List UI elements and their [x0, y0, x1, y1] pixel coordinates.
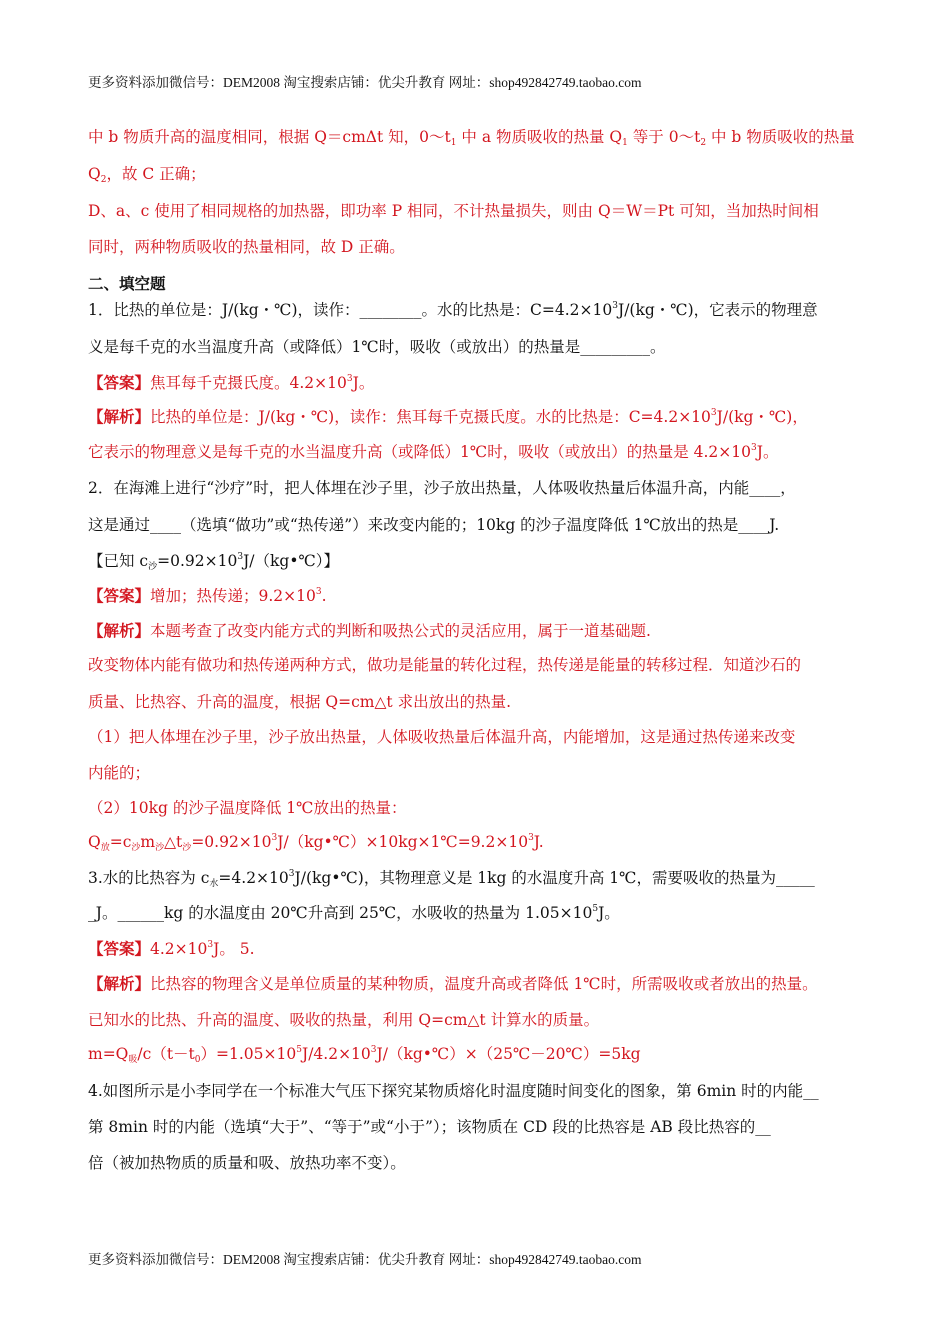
question-1-line-1: 1．比热的单位是：J/(kg・℃)，读作：________。水的比热是：$C=4.2\times 10^3J/(kg$・℃)，它表示的物理意: [88, 301, 818, 319]
question-4-line-3: 倍（被加热物质的质量和吸、放热功率不变）。: [88, 1154, 406, 1172]
question-1-explanation-line-2: 它表示的物理意义是每千克的水当温度升高（或降低）1℃时，吸收（或放出）的热量是 $4.2\times 10^3J$。: [88, 443, 779, 461]
question-2-explanation-line-5: 内能的；: [88, 764, 151, 782]
question-4-line-1: 4.如图所示是小李同学在一个标准大气压下探究某物质熔化时温度随时间变化的图象，第 6min 时的内能__: [88, 1082, 819, 1100]
question-3-explanation-line-3: $m=Q_吸/c(t-t_0)=1.05\times 10^5J/4.2\times 10^3J/(kg•℃)\times(25℃-20℃)=5kg$: [88, 1045, 641, 1065]
question-2-line-2: 这是通过____（选填“做功”或“热传递”）来改变内能的；10kg 的沙子温度降低 1℃放出的热是____J.: [88, 516, 780, 534]
question-3-line-1: 3.水的比热容为 $c_水=4.2\times 10^3J/(kg•℃)$，其物理意义是 1kg 的水温度升高 1℃，需要吸收的热量为_____: [88, 869, 815, 889]
question-2-answer: 【答案】增加；热传递；$9.2\times 10^3$.: [88, 586, 327, 605]
prev-explanation-line-2: $Q_2$，故 C 正确；: [88, 165, 206, 185]
question-2-explanation-line-7: $Q_放=c_沙m_沙\triangle t_沙=0.92\times 10^3J/(kg•℃)\times 10kg\times 1℃=9.2\times 10^3J$.: [88, 833, 544, 853]
question-2-explanation-line-2: 改变物体内能有做功和热传递两种方式，做功是能量的转化过程，热传递是能量的转移过程．知道沙石的: [88, 656, 802, 674]
question-2-explanation-line-4: （1）把人体埋在沙子里，沙子放出热量，人体吸收热量后体温升高，内能增加，这是通过热传递来改变: [88, 728, 796, 746]
question-1-answer: 【答案】焦耳每千克摄氏度。$4.2\times 10^3J$。: [88, 373, 375, 392]
question-3-line-2: _J。______kg 的水温度由 20℃升高到 25℃，水吸收的热量为 $1.05\times 10^5J$。: [88, 904, 620, 922]
question-3-explanation-line-1: 【解析】比热容的物理含义是单位质量的某种物质，温度升高或者降低 1℃时，所需吸收或者放出的热量。: [88, 974, 818, 993]
question-2-explanation-line-1: 【解析】本题考查了改变内能方式的判断和吸热公式的灵活应用，属于一道基础题.: [88, 621, 651, 640]
section-title: 二、填空题: [88, 274, 166, 293]
question-2-explanation-line-3: 质量、比热容、升高的温度，根据 Q=cm△t 求出放出的热量.: [88, 693, 512, 711]
question-2-explanation-line-6: （2）10kg 的沙子温度降低 1℃放出的热量：: [88, 799, 407, 817]
prev-explanation-line-4: 同时，两种物质吸收的热量相同，故 D 正确。: [88, 238, 405, 256]
question-1-line-2: 义是每千克的水当温度升高（或降低）1℃时，吸收（或放出）的热量是_________。: [88, 338, 666, 356]
page-footer: 更多资料添加微信号：DEM2008 淘宝搜索店铺：优尖升教育 网址：shop492842749.taobao.com: [88, 1252, 642, 1267]
question-1-explanation-line-1: 【解析】比热的单位是：J/(kg・℃)，读作：焦耳每千克摄氏度。水的比热是：$C=4.2\times 10^3J/(kg$・℃)，: [88, 407, 808, 426]
prev-explanation-line-1: 中 b 物质升高的温度相同，根据 Q＝cmΔt 知，$0\sim t_1$ 中 a 物质吸收的热量 $Q_1$ 等于 $0\sim t_2$ 中 b 物质吸收的热量: [88, 128, 855, 148]
question-3-explanation-line-2: 已知水的比热、升高的温度、吸收的热量，利用 Q=cm△t 计算水的质量。: [88, 1011, 600, 1029]
question-4-line-2: 第 8min 时的内能（选填“大于”、“等于”或“小于”）；该物质在 CD 段的比热容是 AB 段比热容的__: [88, 1118, 771, 1136]
question-2-line-3: 【已知 $c_沙=0.92\times 10^3J/(kg•℃)$】: [88, 552, 340, 572]
page-header: 更多资料添加微信号：DEM2008 淘宝搜索店铺：优尖升教育 网址：shop492842749.taobao.com: [88, 75, 642, 90]
prev-explanation-line-3: D、a、c 使用了相同规格的加热器，即功率 P 相同，不计热量损失，则由 Q＝W＝Pt 可知，当加热时间相: [88, 202, 819, 220]
question-2-line-1: 2．在海滩上进行“沙疗”时，把人体埋在沙子里，沙子放出热量，人体吸收热量后体温升高，内能____，: [88, 479, 796, 497]
question-3-answer: 【答案】$4.2\times 10^3J$。 5.: [88, 939, 255, 958]
